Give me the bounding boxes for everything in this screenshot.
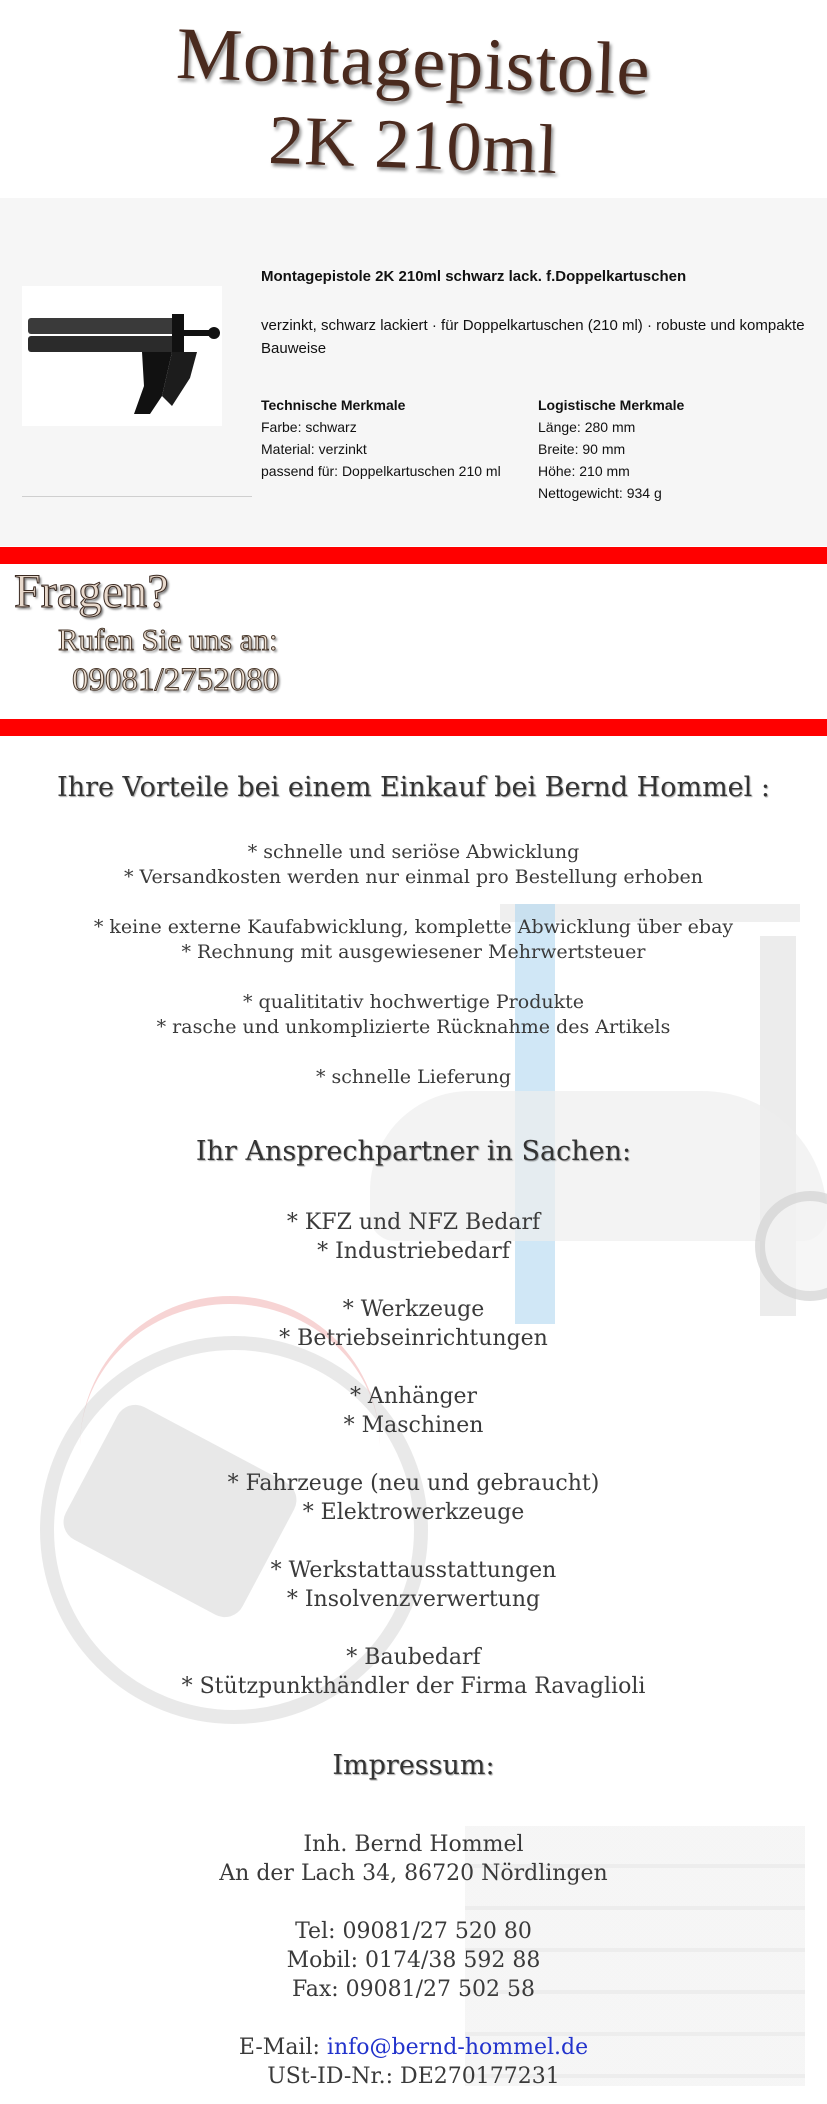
contact-question: Fragen? (14, 565, 169, 618)
impressum-mobil: Mobil: 0174/38 592 88 (286, 1948, 541, 1973)
impressum-fax: Fax: 09081/27 502 58 (291, 1977, 536, 2002)
email-label: E-Mail: (238, 2035, 327, 2060)
list-item: * KFZ und NFZ Bedarf (286, 1210, 541, 1235)
list-item: * Rechnung mit ausgewiesener Mehrwertsteuer (181, 941, 646, 963)
product-image (22, 286, 222, 426)
impressum-tel: Tel: 09081/27 520 80 (295, 1919, 532, 1944)
list-item: * Fahrzeuge (neu und gebraucht) (227, 1471, 600, 1496)
list-item: * rasche und unkomplizierte Rücknahme des Artikels (156, 1016, 671, 1038)
spec-item: Farbe: schwarz (261, 419, 357, 435)
log-heading: Logistische Merkmale (538, 397, 685, 413)
list-item: * Insolvenzverwertung (286, 1587, 541, 1612)
product-description: verzinkt, schwarz lackiert · für Doppelkartuschen (210 ml) · robuste und kompakte Bauweise (261, 317, 805, 357)
product-title: Montagepistole 2K 210ml schwarz lack. f.Doppelkartuschen (261, 268, 687, 285)
list-item: * Baubedarf (346, 1645, 481, 1670)
page-title-line1: Montagepistole (175, 12, 652, 112)
list-item: * Elektrowerkzeuge (302, 1500, 525, 1525)
product-divider (22, 496, 252, 497)
ansprechpartner-heading: Ihr Ansprechpartner in Sachen: (195, 1136, 632, 1167)
impressum-ustid: USt-ID-Nr.: DE270177231 (267, 2064, 560, 2089)
list-item: * Werkstattausstattungen (270, 1558, 557, 1583)
page-title-line2: 2K 210ml (267, 101, 560, 190)
impressum-address: An der Lach 34, 86720 Nördlingen (219, 1861, 608, 1886)
impressum-block (0, 1830, 827, 2091)
impressum-heading: Impressum: (332, 1750, 495, 1781)
list-item: * Betriebseinrichtungen (279, 1326, 548, 1351)
list-item: * Industriebedarf (317, 1239, 510, 1264)
technical-specs (261, 394, 531, 482)
list-item: * keine externe Kaufabwicklung, komplette Abwicklung über ebay (93, 916, 734, 938)
spec-item: Nettogewicht: 934 g (538, 485, 662, 501)
list-item: * schnelle Lieferung (315, 1066, 512, 1088)
product-box (0, 198, 827, 546)
list-item: * Werkzeuge (342, 1297, 485, 1322)
contact-phone: 09081/2752080 (72, 662, 280, 698)
spec-item: Material: verzinkt (261, 441, 367, 457)
list-item: * Anhänger (349, 1384, 478, 1409)
email-link[interactable]: info@bernd-hommel.de (326, 2035, 589, 2060)
vorteile-list (0, 840, 827, 1090)
spec-item: Breite: 90 mm (538, 441, 626, 457)
spec-item: Länge: 280 mm (538, 419, 636, 435)
contact-call-text: Rufen Sie uns an: (58, 622, 278, 657)
red-divider-top (0, 547, 827, 564)
list-item: * Versandkosten werden nur einmal pro Bestellung erhoben (123, 866, 704, 888)
spec-item: passend für: Doppelkartuschen 210 ml (261, 463, 501, 479)
spec-item: Höhe: 210 mm (538, 463, 630, 479)
contact-banner (0, 564, 827, 719)
impressum-owner: Inh. Bernd Hommel (303, 1832, 524, 1857)
info-section (0, 736, 827, 2104)
ansprechpartner-list (0, 1208, 827, 1701)
impressum-email-row (0, 2033, 827, 2062)
list-item: * Maschinen (343, 1413, 484, 1438)
list-item: * Stützpunkthändler der Firma Ravaglioli (181, 1674, 646, 1699)
list-item: * schnelle und seriöse Abwicklung (247, 841, 580, 863)
list-item: * qualititativ hochwertige Produkte (243, 991, 584, 1013)
tech-heading: Technische Merkmale (261, 397, 406, 413)
header-banner (0, 0, 827, 198)
logistic-specs (538, 394, 818, 504)
red-divider-bottom (0, 719, 827, 736)
vorteile-heading: Ihre Vorteile bei einem Einkauf bei Bernd Hommel : (57, 772, 770, 803)
